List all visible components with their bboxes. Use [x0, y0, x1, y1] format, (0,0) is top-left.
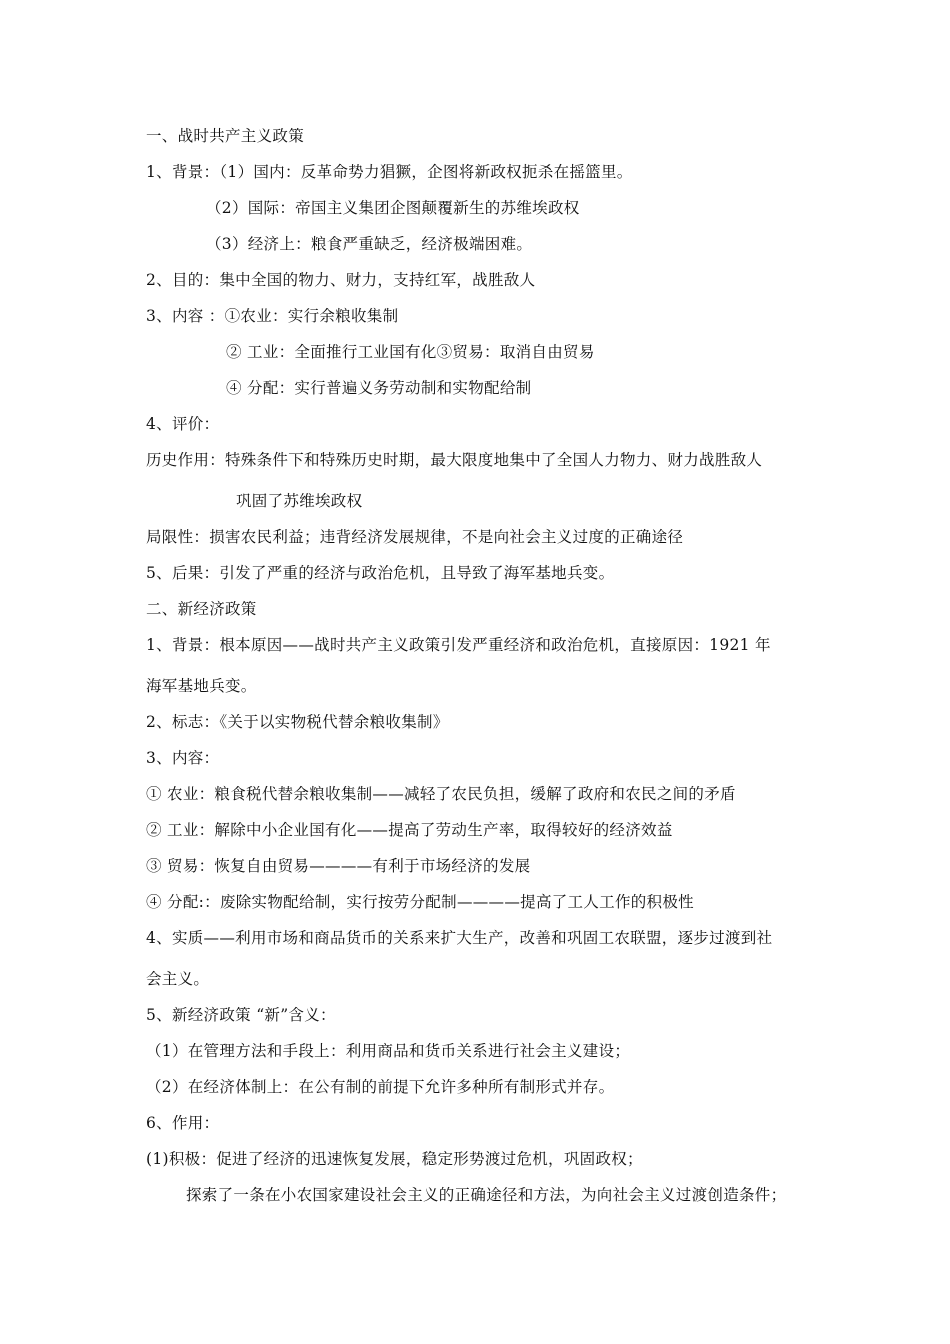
text-line: 2、目的：集中全国的物力、财力，支持红军，战胜敌人 — [146, 271, 536, 289]
text-line: (1)积极：促进了经济的迅速恢复发展，稳定形势渡过危机，巩固政权； — [146, 1150, 643, 1168]
text-line: 6、作用： — [146, 1114, 220, 1132]
text-line: 2、标志：《关于以实物税代替余粮收集制》 — [146, 713, 449, 731]
text-line: 会主义。 — [146, 970, 210, 988]
text-line: 4、评价： — [146, 415, 220, 433]
text-line: （2）国际：帝国主义集团企图颠覆新生的苏维埃政权 — [206, 199, 580, 217]
text-line: ① 农业：粮食税代替余粮收集制——减轻了农民负担，缓解了政府和农民之间的矛盾 — [146, 785, 736, 803]
text-line: 巩固了苏维埃政权 — [236, 492, 363, 510]
text-line: （1）在管理方法和手段上：利用商品和货币关系进行社会主义建设； — [146, 1042, 631, 1060]
text-line: （2）在经济体制上：在公有制的前提下允许多种所有制形式并存。 — [146, 1078, 615, 1096]
text-line: 1、背景：（1）国内：反革命势力猖獗，企图将新政权扼杀在摇篮里。 — [146, 163, 633, 181]
text-line: 4、实质——利用市场和商品货币的关系来扩大生产，改善和巩固工农联盟，逐步过渡到社 — [146, 929, 773, 947]
text-line: 探索了一条在小农国家建设社会主义的正确途径和方法，为向社会主义过渡创造条件； — [186, 1186, 787, 1204]
text-line: 3、内容： — [146, 749, 220, 767]
text-line: 5、新经济政策 “新”含义： — [146, 1006, 336, 1024]
text-line: 历史作用：特殊条件下和特殊历史时期，最大限度地集中了全国人力物力、财力战胜敌人 — [146, 451, 763, 469]
text-line: ② 工业：解除中小企业国有化——提高了劳动生产率，取得较好的经济效益 — [146, 821, 673, 839]
text-line: 1、背景：根本原因——战时共产主义政策引发严重经济和政治危机，直接原因：1921 年 — [146, 636, 771, 654]
text-line: ④ 分配:：废除实物配给制，实行按劳分配制————提高了工人工作的积极性 — [146, 893, 694, 911]
section-heading-new-economic-policy: 二、新经济政策 — [146, 600, 257, 618]
text-line: ③ 贸易：恢复自由贸易————有利于市场经济的发展 — [146, 857, 531, 875]
text-line: 海军基地兵变。 — [146, 677, 257, 695]
text-line: 5、后果：引发了严重的经济与政治危机，且导致了海军基地兵变。 — [146, 564, 615, 582]
section-heading-war-communism: 一、战时共产主义政策 — [146, 127, 305, 145]
text-line: ④ 分配：实行普遍义务劳动制和实物配给制 — [226, 379, 532, 397]
text-line: ② 工业：全面推行工业国有化③贸易：取消自由贸易 — [226, 343, 595, 361]
text-line: 局限性：损害农民利益；违背经济发展规律，不是向社会主义过度的正确途径 — [146, 528, 684, 546]
text-line: 3、内容 ：①农业：实行余粮收集制 — [146, 307, 399, 325]
text-line: （3）经济上：粮食严重缺乏，经济极端困难。 — [206, 235, 533, 253]
